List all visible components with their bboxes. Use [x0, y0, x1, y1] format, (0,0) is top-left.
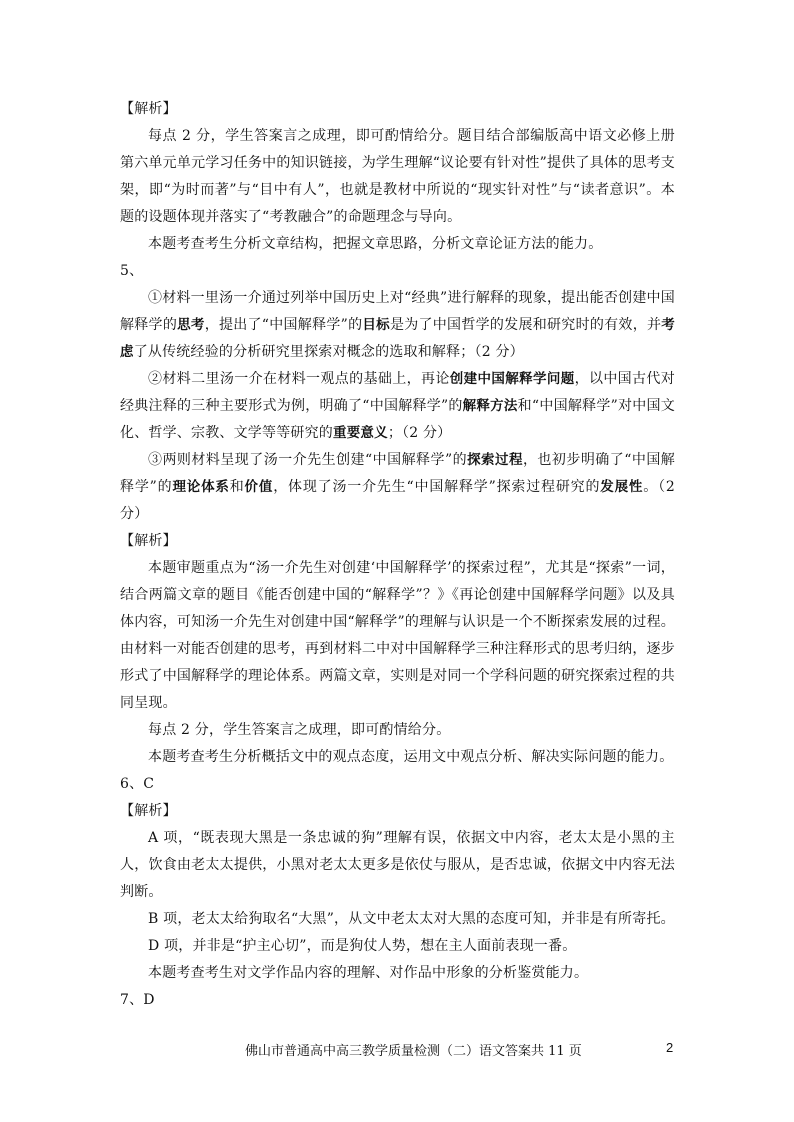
paragraph: 每点 2 分，学生答案言之成理，即可酌情给分。题目结合部编版高中语文必修上册第六单元单元学习任务中的知识链接，为学生理解“议论要有针对性”提供了具体的思考支架，即“为时而著”与“目中有人”，也就是教材中所说的“现实针对性”与“读者意识”。本题的设题体现并落实了“考教融合”的命题理念与导向。 [120, 128, 675, 225]
text-run: 和“中国解释学”对中国文化、哲学、宗教、文学等等研究的 [120, 398, 675, 441]
paragraph: D 项，并非是“护主心切”，而是狗仗人势，想在主人面前表现一番。 [148, 938, 577, 954]
page-footer [0, 1040, 794, 1060]
text-run: ；（2 分） [387, 425, 452, 441]
section-label: 7、D [120, 992, 155, 1008]
document-body [120, 96, 675, 1014]
bold-keyword: 探索过程 [467, 452, 523, 468]
bold-keyword: 重要意义 [333, 425, 388, 441]
paragraph: 本题审题重点为“汤一介先生对创建‘中国解释学’的探索过程”，尤其是“探索”一词，结合两篇文章的题目《能否创建中国的“解释学”？》《再论创建中国解释学问题》以及具体内容，可知汤一介先生对创建中国“解释学”的理解与认识是一个不断探索发展的过程。由材料一对能否创建的思考，再到材料二中对中国解释学三种注释形式的思考归纳，逐步形式了中国解释学的理论体系。两篇文章，实则是对同一个学科问题的研究探索过程的共同呈现。 [120, 560, 675, 711]
section-label: 5、 [120, 263, 144, 279]
paragraph: 本题考查考生分析概括文中的观点态度，运用文中观点分析、解决实际问题的能力。 [148, 749, 674, 765]
section-label: 【解析】 [120, 803, 177, 819]
text-run: 了从传统经验的分析研究里探索对概念的选取和解释；（2 分） [133, 344, 524, 360]
text-run: ①材料一里汤一介通过列举中国历史上对“经典”进行解释的现象，提出能否创建中国解释学的 [120, 290, 675, 333]
bold-keyword: 发展性 [600, 479, 644, 495]
paragraph: B 项，老太太给狗取名“大黑”，从文中老太太对大黑的态度可知，并非是有所寄托。 [148, 911, 675, 927]
paragraph: 本题考查考生对文学作品内容的理解、对作品中形象的分析鉴赏能力。 [148, 965, 589, 981]
text-run: 是为了中国哲学的发展和研究时的有效，并 [389, 317, 662, 333]
bold-keyword: 思考 [177, 317, 205, 333]
text-run: 和 [229, 479, 245, 495]
bold-keyword: 创建中国解释学问题 [449, 371, 575, 387]
bold-keyword: 价值 [244, 479, 274, 495]
bold-keyword: 理论体系 [172, 479, 230, 495]
text-run: ，提出了“中国解释学”的 [204, 317, 363, 333]
section-label: 6、C [120, 776, 155, 792]
paragraph [120, 285, 675, 366]
text-run: ，以中国古代对经典注释的三种主要形式为例，明确了“中国解释学”的 [120, 371, 675, 414]
paragraph [120, 447, 675, 528]
text-run: ②材料二里汤一介在材料一观点的基础上，再论 [148, 371, 450, 387]
text-run: 。（2 分） [120, 479, 675, 522]
bold-keyword: 考虑 [120, 317, 675, 360]
section-label: 【解析】 [120, 101, 177, 117]
footer-text: 佛山市普通高中高三教学质量检测（二）语文答案共 11 页 [245, 1044, 582, 1059]
text-run: ，体现了汤一介先生“中国解释学”探索过程研究的 [273, 479, 601, 495]
bold-keyword: 解释方法 [462, 398, 518, 414]
bold-keyword: 目标 [362, 317, 390, 333]
page-number: 2 [666, 1040, 674, 1055]
paragraph: 本题考查考生分析文章结构，把握文章思路，分析文章论证方法的能力。 [148, 236, 603, 252]
paragraph: 每点 2 分，学生答案言之成理，即可酌情给分。 [148, 722, 451, 738]
paragraph: A 项，“既表现大黑是一条忠诚的狗”理解有误，依据文中内容，老太太是小黑的主人，饮食由老太太提供，小黑对老太太更多是依仗与服从，是否忠诚，依据文中内容无法判断。 [120, 830, 675, 900]
paragraph [120, 366, 675, 447]
text-run: ，也初步明确了“中国解释学”的 [120, 452, 675, 495]
text-run: ③两则材料呈现了汤一介先生创建“中国解释学”的 [148, 452, 468, 468]
section-label: 【解析】 [120, 533, 177, 549]
